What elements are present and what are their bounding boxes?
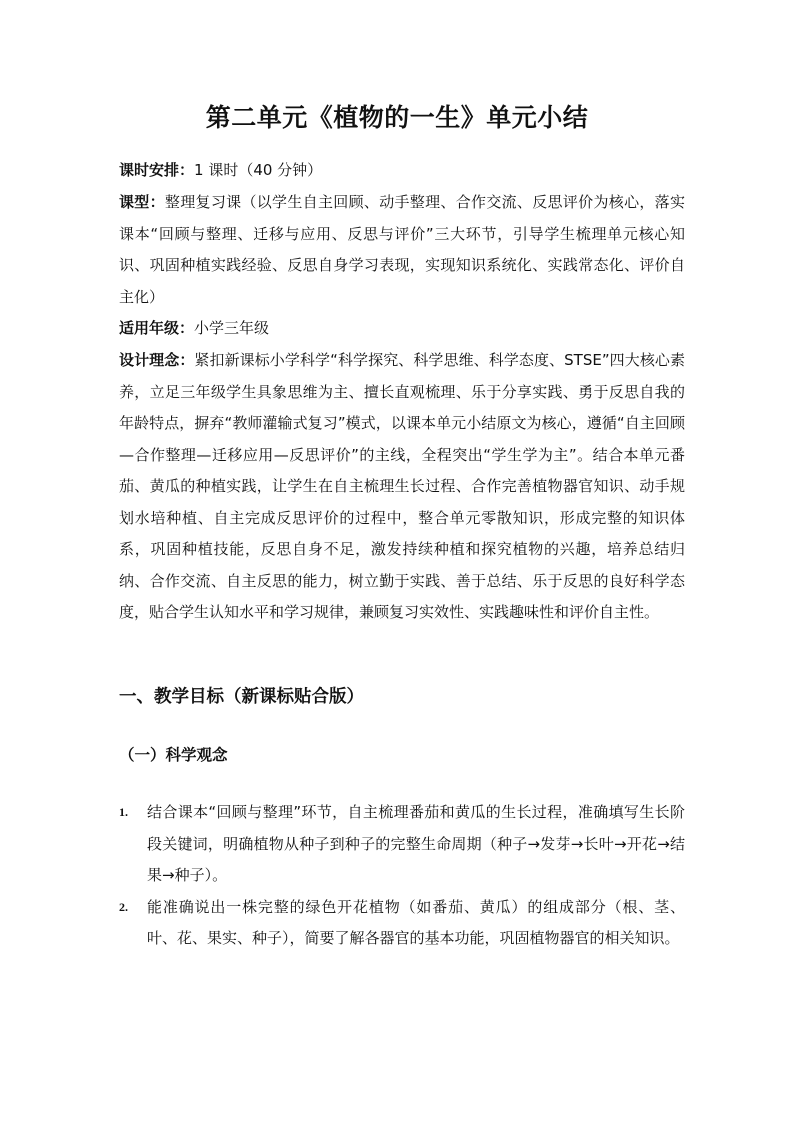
meta-schedule-label: 课时安排： xyxy=(119,161,195,179)
meta-grade xyxy=(119,313,685,345)
meta-lesson-type-label: 课型： xyxy=(119,193,165,211)
list-item-number: 2. xyxy=(119,899,128,914)
list-item-number: 1. xyxy=(119,805,128,819)
document-title: 第二单元《植物的一生》单元小结 xyxy=(205,103,589,132)
meta-schedule xyxy=(119,155,685,187)
meta-grade-label: 适用年级： xyxy=(119,319,195,337)
meta-design-value: 紧扣新课标小学科学“科学探究、科学思维、科学态度、STSE”四大核心素养，立足三年级学生具象思维为主、擅长直观梳理、乐于分享实践、勇于反思自我的年龄特点，摒弃“教师灌输式复习”模式，以课本单元小结原文为核心，遵循“自主回顾—合作整理—迁移应用—反思评价”的主线，全程突出“学生学为主”。结合本单元番茄、黄瓜的种植实践，让学生在自主梳理生长过程、合作完善植物器官知识、动手规划水培种植、自主完成反思评价的过程中，整合单元零散知识，形成完整的知识体系，巩固种植技能，反思自身不足，激发持续种植和探究植物的兴趣，培养总结归纳、合作交流、自主反思的能力，树立勤于实践、善于总结、乐于反思的良好科学态度，贴合学生认知水平和学习规律，兼顾复习实效性、实践趣味性和评价自主性。 xyxy=(119,351,685,621)
meta-grade-value: 小学三年级 xyxy=(194,319,270,337)
list-item xyxy=(119,892,685,955)
meta-design-label: 设计理念： xyxy=(119,351,195,369)
meta-design xyxy=(119,345,685,629)
meta-schedule-value: 1 课时（40 分钟） xyxy=(194,161,323,179)
list-item-text: 结合课本“回顾与整理”环节，自主梳理番茄和黄瓜的生长过程，准确填写生长阶段关键词，明确植物从种子到种子的完整生命周期（种子→发芽→长叶→开花→结果→种子）。 xyxy=(147,803,685,884)
objective-list xyxy=(119,797,685,955)
section-heading: 一、教学目标（新课标贴合版） xyxy=(119,687,364,707)
subsection-heading: （一）科学观念 xyxy=(119,746,228,764)
list-item-text: 能准确说出一株完整的绿色开花植物（如番茄、黄瓜）的组成部分（根、茎、叶、花、果实、种子），简要了解各器官的基本功能，巩固植物器官的相关知识。 xyxy=(147,897,685,947)
list-item xyxy=(119,797,685,892)
meta-lesson-type-value: 整理复习课（以学生自主回顾、动手整理、合作交流、反思评价为核心，落实课本“回顾与整理、迁移与应用、反思与评价”三大环节，引导学生梳理单元核心知识、巩固种植实践经验、反思自身学习表现，实现知识系统化、实践常态化、评价自主化） xyxy=(119,193,685,306)
meta-lesson-type xyxy=(119,187,685,313)
